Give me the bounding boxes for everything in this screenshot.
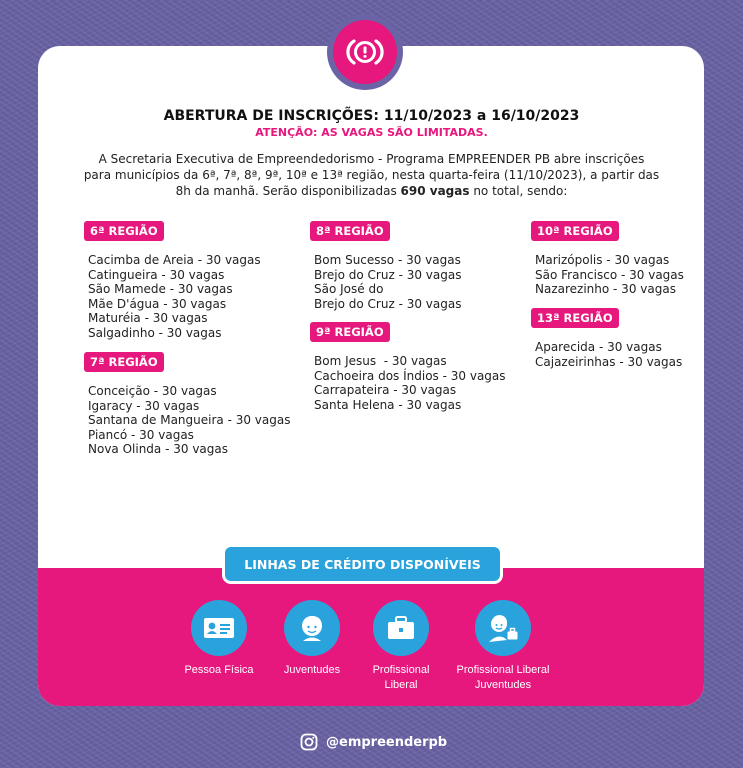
exclamation-circle-icon <box>345 38 385 66</box>
list-item: Conceição - 30 vagas <box>88 384 217 398</box>
credit-item-profissional-liberal <box>346 600 456 693</box>
credit-item-profissional-liberal-juventudes <box>448 600 558 693</box>
list-item: Bom Jesus - 30 vagas <box>314 354 447 368</box>
region-6-badge: 6ª REGIÃO <box>84 221 164 241</box>
region-9-badge: 9ª REGIÃO <box>310 322 390 342</box>
region-13-badge: 13ª REGIÃO <box>531 308 619 328</box>
intro-line: 8h da manhã. Serão disponibilizadas 690 vagas no total, sendo: <box>175 184 568 198</box>
list-item: Maturéia - 30 vagas <box>88 311 208 326</box>
list-item: Santana de Mangueira - 30 vagas <box>88 413 291 428</box>
list-item: Carrapateira - 30 vagas <box>314 383 457 398</box>
region-6-list <box>88 253 261 341</box>
region-8-badge: 8ª REGIÃO <box>310 221 390 241</box>
person-briefcase-icon <box>475 600 531 656</box>
credit-item-label: Pessoa Física <box>184 664 254 676</box>
list-item: Catingueira - 30 vagas <box>88 267 225 282</box>
instagram-handle-text: @empreenderpb <box>326 734 448 750</box>
id-card-icon <box>191 600 247 656</box>
list-item: Aparecida - 30 vagas <box>535 340 662 354</box>
region-8-list <box>314 253 462 311</box>
list-item: Cacimba de Areia - 30 vagas <box>88 253 261 267</box>
list-item: Brejo do Cruz - 30 vagas <box>314 267 462 282</box>
intro-paragraph <box>80 151 663 199</box>
list-item: São Mamede - 30 vagas <box>88 282 233 297</box>
intro-line: para municípios da 6ª, 7ª, 8ª, 9ª, 10ª e 13ª região, nesta quarta-feira (11/10/2023), a partir das <box>83 168 660 182</box>
list-item: Santa Helena - 30 vagas <box>314 397 462 412</box>
region-7-badge: 7ª REGIÃO <box>84 352 164 372</box>
list-item: Igaracy - 30 vagas <box>88 398 200 413</box>
intro-line: A Secretaria Executiva de Empreendedorismo - Programa EMPREENDER PB abre inscrições <box>98 152 645 166</box>
page-subtitle: ATENÇÃO: AS VAGAS SÃO LIMITADAS. <box>255 126 488 139</box>
list-item: Nazarezinho - 30 vagas <box>535 282 676 297</box>
credit-item-label: Juventudes <box>283 664 341 676</box>
list-item: Bom Sucesso - 30 vagas <box>314 253 461 267</box>
list-item: Cajazeirinhas - 30 vagas <box>535 354 683 369</box>
list-item: São Francisco - 30 vagas <box>535 267 684 282</box>
region-7-list <box>88 384 290 457</box>
list-item: Piancó - 30 vagas <box>88 427 194 442</box>
instagram-icon <box>300 733 318 751</box>
total-vacancies: 690 vagas <box>400 184 470 198</box>
region-10-list <box>535 253 684 297</box>
alert-badge <box>333 20 397 84</box>
list-item: Salgadinho - 30 vagas <box>88 325 222 340</box>
list-item: Cachoeira dos Índios - 30 vagas <box>314 368 506 383</box>
list-item: Mãe D'água - 30 vagas <box>88 296 227 311</box>
list-item: São José do <box>314 282 384 297</box>
list-item: Marizópolis - 30 vagas <box>535 253 670 267</box>
instagram-handle[interactable] <box>300 732 447 752</box>
list-item: Brejo do Cruz - 30 vagas <box>314 296 462 311</box>
young-person-icon <box>284 600 340 656</box>
credit-lines-heading: LINHAS DE CRÉDITO DISPONÍVEIS <box>225 547 500 581</box>
region-9-list <box>314 354 506 412</box>
credit-item-label: Profissional Liberal <box>372 664 430 691</box>
region-13-list <box>535 340 682 369</box>
region-10-badge: 10ª REGIÃO <box>531 221 619 241</box>
page-title: ABERTURA DE INSCRIÇÕES: 11/10/2023 a 16/10/2023 <box>163 108 580 124</box>
briefcase-icon <box>373 600 429 656</box>
credit-item-label: Profissional Liberal Juventudes <box>456 664 550 691</box>
list-item: Nova Olinda - 30 vagas <box>88 442 228 457</box>
